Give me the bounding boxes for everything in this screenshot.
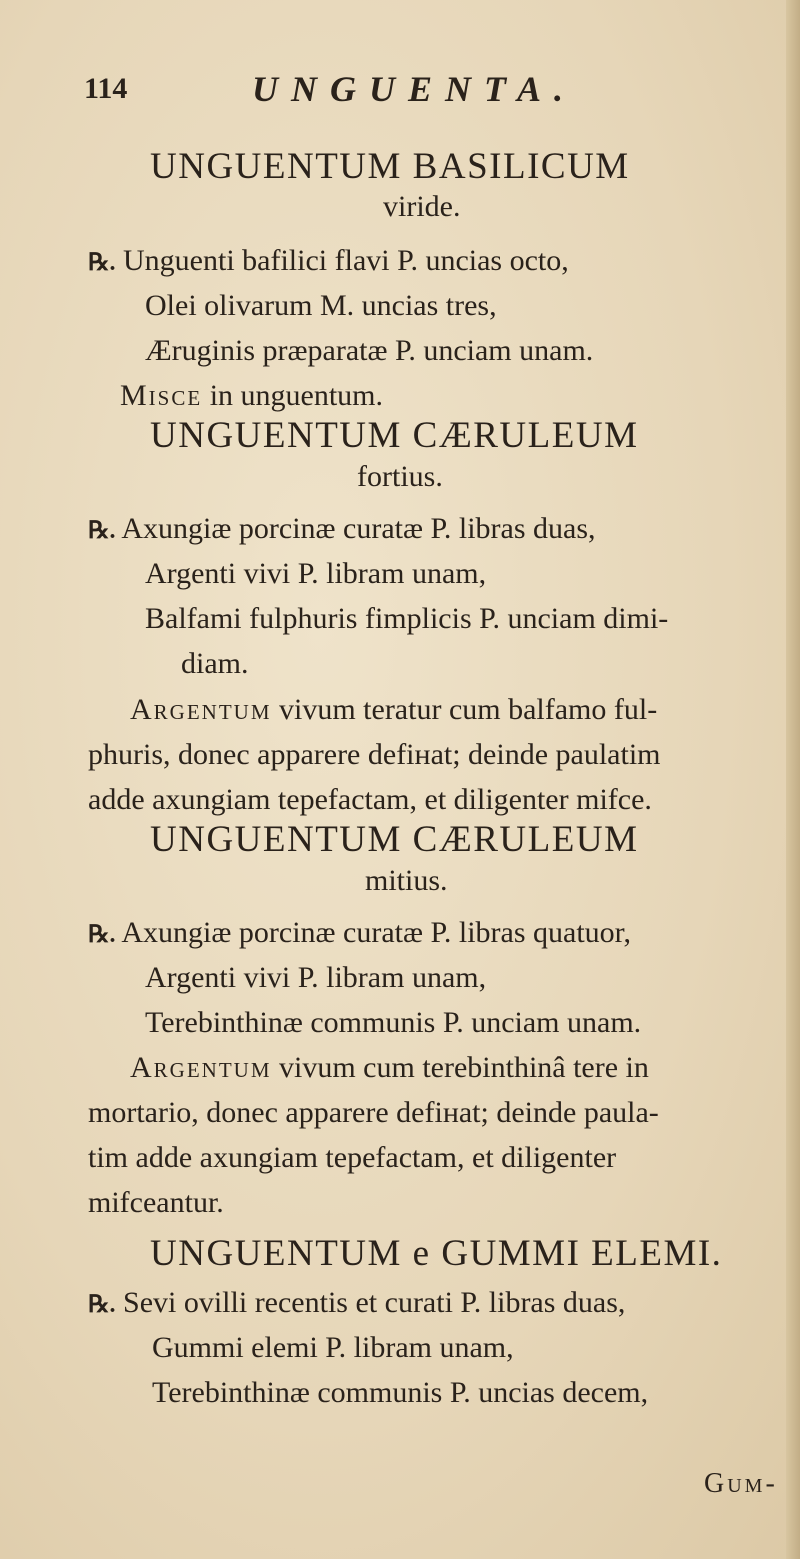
ingredient-line: Olei olivarum M. uncias tres, (145, 289, 497, 322)
section-subtitle: viride. (383, 190, 461, 223)
ingredient-line (88, 512, 596, 546)
ingredient-line: Balfami fulphuris fimplicis P. unciam dimi- (145, 602, 669, 635)
instruction-line: tim adde axungiam tepefactam, et diligenter (88, 1141, 617, 1174)
instruction-text: vivum teratur cum balfamo ful- (271, 693, 658, 726)
instruction-lead: Argentum (130, 693, 272, 726)
ingredient-line: Terebinthinæ communis P. uncias decem, (152, 1376, 649, 1409)
ingredient-line (88, 916, 631, 950)
section-subtitle: mitius. (365, 864, 448, 897)
ingredient-line (88, 1286, 625, 1320)
section-title: UNGUENTUM BASILICUM (150, 146, 630, 187)
ingredient-line: Æruginis præparatæ P. unciam unam. (145, 334, 594, 367)
recipe-symbol: ℞. (88, 922, 116, 948)
recipe-symbol: ℞. (88, 518, 116, 544)
ingredient-text: Unguenti bafilici flavi P. uncias octo, (123, 244, 569, 277)
section-title: UNGUENTUM CÆRULEUM (150, 819, 639, 860)
running-title: UNGUENTA. (252, 69, 577, 109)
instruction-text: in unguentum. (202, 379, 384, 412)
ingredient-line: Gummi elemi P. libram unam, (152, 1331, 514, 1364)
ingredient-line: Argenti vivi P. libram unam, (145, 961, 487, 994)
page-number: 114 (84, 72, 128, 105)
instruction-lead: Argentum (130, 1051, 272, 1084)
instruction-line (130, 693, 657, 727)
section-title: UNGUENTUM e GUMMI ELEMI. (150, 1233, 723, 1274)
instruction-lead: Misce (120, 379, 203, 412)
instruction-text: vivum cum terebinthinâ tere in (271, 1051, 649, 1084)
instruction-line (130, 1051, 649, 1085)
ingredient-text: Sevi ovilli recentis et curati P. libras duas, (123, 1286, 626, 1319)
ingredient-text: Axungiæ porcinæ curatæ P. libras quatuor, (121, 916, 631, 949)
instruction-line: mortario, donec apparere defінat; deinde paula- (88, 1096, 659, 1129)
instruction-line: phuris, donec apparere defінat; deinde paulatim (88, 738, 661, 771)
instruction-line: adde axungiam tepefactam, et diligenter mifce. (88, 783, 652, 816)
catchword: Gum- (704, 1468, 778, 1499)
recipe-symbol: ℞. (88, 250, 116, 276)
ingredient-line: diam. (181, 647, 249, 680)
page-header (0, 62, 800, 122)
recipe-symbol: ℞. (88, 1292, 116, 1318)
page-edge (786, 0, 800, 1559)
ingredient-text: Axungiæ porcinæ curatæ P. libras duas, (121, 512, 596, 545)
ingredient-line: Argenti vivi P. libram unam, (145, 557, 487, 590)
ingredient-line: Terebinthinæ communis P. unciam unam. (145, 1006, 642, 1039)
instruction-line: mifceantur. (88, 1186, 224, 1219)
instruction-line (120, 379, 383, 413)
ingredient-line (88, 244, 569, 278)
section-subtitle: fortius. (357, 460, 443, 493)
section-title: UNGUENTUM CÆRULEUM (150, 415, 639, 456)
